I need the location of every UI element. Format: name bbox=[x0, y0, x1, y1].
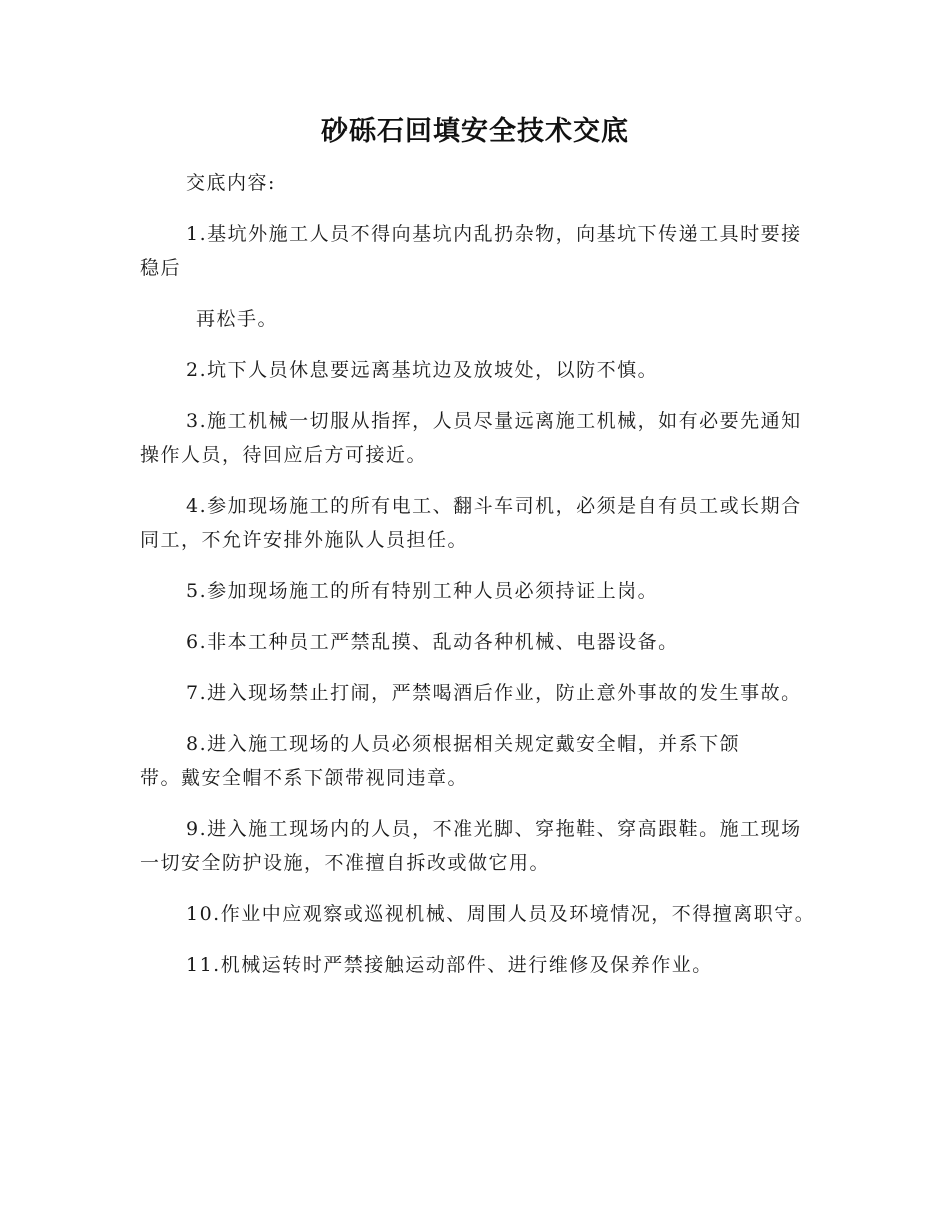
paragraph-item-9: 9.进入施工现场内的人员，不准光脚、穿拖鞋、穿高跟鞋。施工现场一切安全防护设施，不准擅自拆改或做它用。 bbox=[140, 818, 802, 874]
paragraph-item-1-continued: 再松手。 bbox=[196, 308, 279, 330]
paragraph-item-8: 8.进入施工现场的人员必须根据相关规定戴安全帽，并系下颌带。戴安全帽不系下颌带视同违章。 bbox=[140, 733, 741, 789]
document-body bbox=[140, 166, 820, 999]
paragraph-item-5: 5.参加现场施工的所有特别工种人员必须持证上岗。 bbox=[186, 580, 659, 602]
paragraph-item-2: 2.坑下人员休息要远离基坑边及放坡处，以防不慎。 bbox=[186, 359, 659, 381]
paragraph-item-6: 6.非本工种员工严禁乱摸、乱动各种机械、电器设备。 bbox=[186, 631, 679, 653]
paragraph-item-3: 3.施工机械一切服从指挥，人员尽量远离施工机械，如有必要先通知操作人员，待回应后方可接近。 bbox=[140, 410, 802, 466]
paragraph-item-11: 11.机械运转时严禁接触运动部件、进行维修及保养作业。 bbox=[186, 954, 713, 976]
paragraph-item-10: 10.作业中应观察或巡视机械、周围人员及环境情况，不得擅离职守。 bbox=[186, 903, 816, 925]
intro-paragraph: 交底内容: bbox=[186, 172, 276, 194]
paragraph-item-7: 7.进入现场禁止打闹，严禁喝酒后作业，防止意外事故的发生事故。 bbox=[186, 682, 802, 704]
paragraph-item-4: 4.参加现场施工的所有电工、翻斗车司机，必须是自有员工或长期合同工，不允许安排外施队人员担任。 bbox=[140, 495, 802, 551]
document-title: 砂砾石回填安全技术交底 bbox=[321, 116, 629, 147]
paragraph-item-1: 1.基坑外施工人员不得向基坑内乱扔杂物，向基坑下传递工具时要接稳后 bbox=[140, 223, 802, 279]
